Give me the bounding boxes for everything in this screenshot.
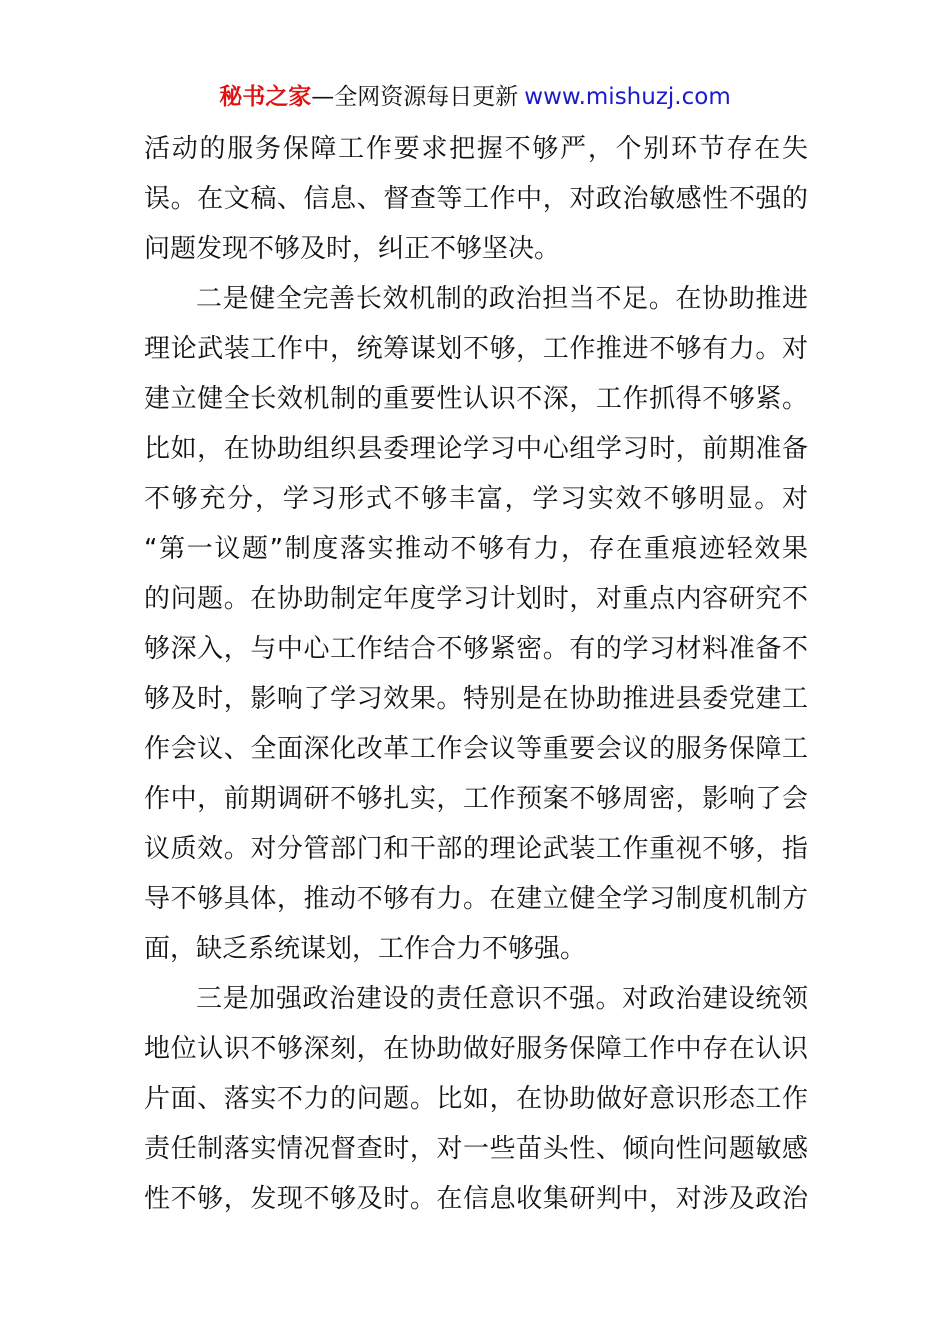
text-line: 够深入，与中心工作结合不够紧密。有的学习材料准备不 <box>144 634 808 664</box>
text-line: 建立健全长效机制的重要性认识不深，工作抓得不够紧。 <box>144 384 808 414</box>
paragraph-heading-line: 二是健全完善长效机制的政治担当不足。在协助推进 <box>196 284 808 314</box>
text-line: 比如，在协助组织县委理论学习中心组学习时，前期准备 <box>144 434 808 464</box>
text-line: 作中，前期调研不够扎实，工作预案不够周密，影响了会 <box>144 784 808 814</box>
text-line: 不够充分，学习形式不够丰富，学习实效不够明显。对 <box>144 484 808 514</box>
text-line: 误。在文稿、信息、督查等工作中，对政治敏感性不强的 <box>144 184 808 214</box>
text-line: 议质效。对分管部门和干部的理论武装工作重视不够，指 <box>144 834 808 864</box>
site-brand: 秘书之家 <box>219 84 312 110</box>
text-line: 导不够具体，推动不够有力。在建立健全学习制度机制方 <box>144 884 808 914</box>
paragraph-heading-line: 三是加强政治建设的责任意识不强。对政治建设统领 <box>196 984 808 1014</box>
site-tagline: —全网资源每日更新 <box>311 84 519 110</box>
site-header <box>0 82 950 112</box>
text-line: 作会议、全面深化改革工作会议等重要会议的服务保障工 <box>144 734 808 764</box>
document-body <box>144 124 808 1224</box>
text-line: 性不够，发现不够及时。在信息收集研判中，对涉及政治 <box>144 1184 808 1214</box>
text-line: “第一议题”制度落实推动不够有力，存在重痕迹轻效果 <box>144 534 808 564</box>
text-line: 理论武装工作中，统筹谋划不够，工作推进不够有力。对 <box>144 334 808 364</box>
site-url-link[interactable]: www.mishuzj.com <box>524 84 731 110</box>
text-line: 责任制落实情况督查时，对一些苗头性、倾向性问题敏感 <box>144 1134 808 1164</box>
text-line: 够及时，影响了学习效果。特别是在协助推进县委党建工 <box>144 684 808 714</box>
text-line: 面，缺乏系统谋划，工作合力不够强。 <box>144 934 587 964</box>
text-line: 地位认识不够深刻，在协助做好服务保障工作中存在认识 <box>144 1034 808 1064</box>
text-line: 的问题。在协助制定年度学习计划时，对重点内容研究不 <box>144 584 808 614</box>
text-line: 片面、落实不力的问题。比如，在协助做好意识形态工作 <box>144 1084 808 1114</box>
text-line: 活动的服务保障工作要求把握不够严，个别环节存在失 <box>144 134 808 164</box>
text-line: 问题发现不够及时，纠正不够坚决。 <box>144 234 561 264</box>
